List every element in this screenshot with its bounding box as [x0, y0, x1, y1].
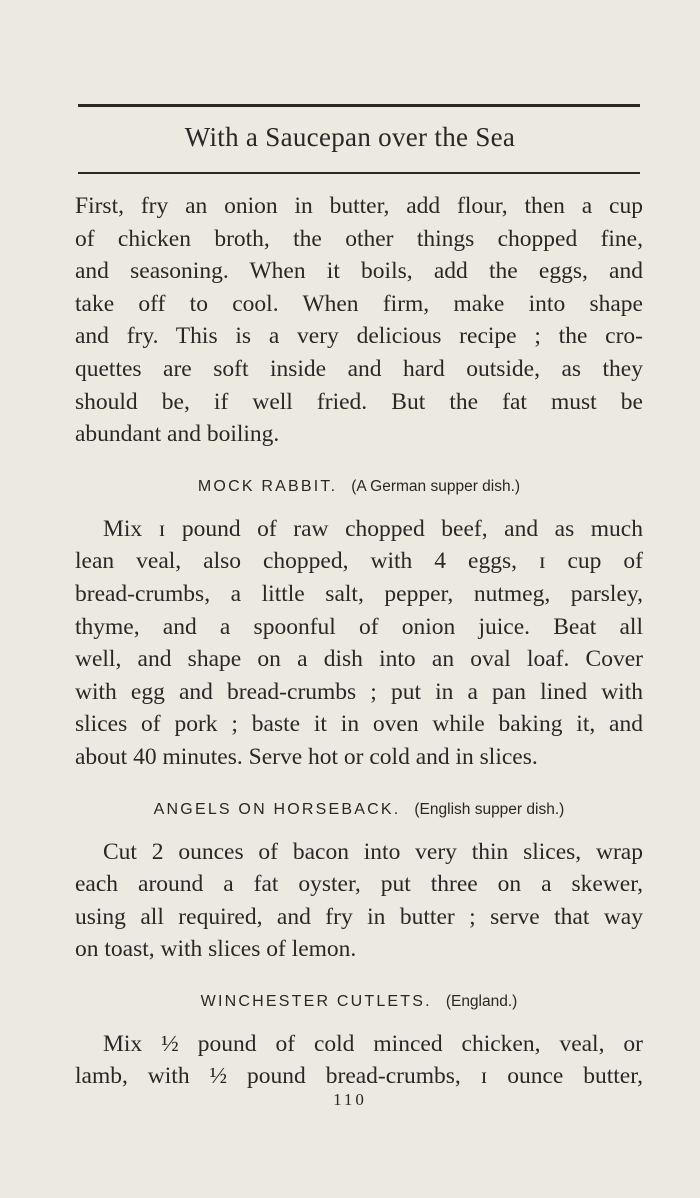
text-line: and fry. This is a very delicious recipe ; the cro-	[75, 323, 643, 350]
text-line: Cut 2 ounces of bacon into very thin slices, wrap	[103, 838, 643, 865]
text-line: lean veal, also chopped, with 4 eggs, ɪ cup of	[75, 548, 643, 575]
text-line: abundant and boiling.	[75, 421, 280, 448]
text-line: bread-crumbs, a little salt, pepper, nutmeg, parsley,	[75, 580, 643, 607]
header-rule-top	[78, 104, 640, 107]
text-line: Mix ɪ pound of raw chopped beef, and as much	[103, 515, 643, 542]
section-gap	[75, 451, 643, 461]
text-line: of chicken broth, the other things chopped fine,	[75, 225, 643, 252]
page-body	[75, 190, 643, 1093]
text-line: slices of pork ; baste it in oven while baking it, and	[75, 711, 643, 738]
text-line: lamb, with ½ pound bread-crumbs, ɪ ounce butter,	[75, 1063, 643, 1090]
text-line: should be, if well fried. But the fat must be	[75, 388, 643, 415]
text-line: with egg and bread-crumbs ; put in a pan lined with	[75, 678, 643, 705]
recipe-heading	[75, 788, 643, 832]
header-rule-bottom	[78, 172, 640, 174]
recipe-origin: (English supper dish.)	[414, 800, 565, 818]
recipe-title: WINCHESTER CUTLETS.	[200, 992, 432, 1010]
page-number: 110	[333, 1090, 367, 1109]
section-gap	[75, 966, 643, 976]
text-line: using all required, and fry in butter ; serve that way	[75, 903, 643, 930]
text-line: Mix ½ pound of cold minced chicken, veal, or	[103, 1030, 643, 1057]
section-gap	[75, 774, 643, 784]
text-line: well, and shape on a dish into an oval loaf. Cover	[75, 646, 643, 673]
text-line: quettes are soft inside and hard outside, as they	[75, 355, 643, 382]
recipe-title: ANGELS ON HORSEBACK.	[153, 800, 401, 818]
recipe-title: MOCK RABBIT.	[197, 477, 338, 495]
text-line: each around a fat oyster, put three on a skewer,	[75, 871, 643, 898]
text-line: First, fry an onion in butter, add flour, then a cup	[75, 193, 643, 219]
recipe-heading	[75, 980, 643, 1024]
text-line: take off to cool. When firm, make into shape	[75, 290, 643, 317]
running-head: With a Saucepan over the Sea	[184, 122, 516, 152]
recipe-origin: (A German supper dish.)	[351, 477, 521, 495]
text-line: thyme, and a spoonful of onion juice. Beat all	[75, 613, 643, 640]
recipe-heading	[75, 465, 643, 509]
text-line: on toast, with slices of lemon.	[75, 936, 357, 963]
recipe-origin: (England.)	[445, 992, 518, 1010]
text-line: and seasoning. When it boils, add the eggs, and	[75, 258, 643, 285]
text-line: about 40 minutes. Serve hot or cold and in slices.	[75, 743, 538, 770]
